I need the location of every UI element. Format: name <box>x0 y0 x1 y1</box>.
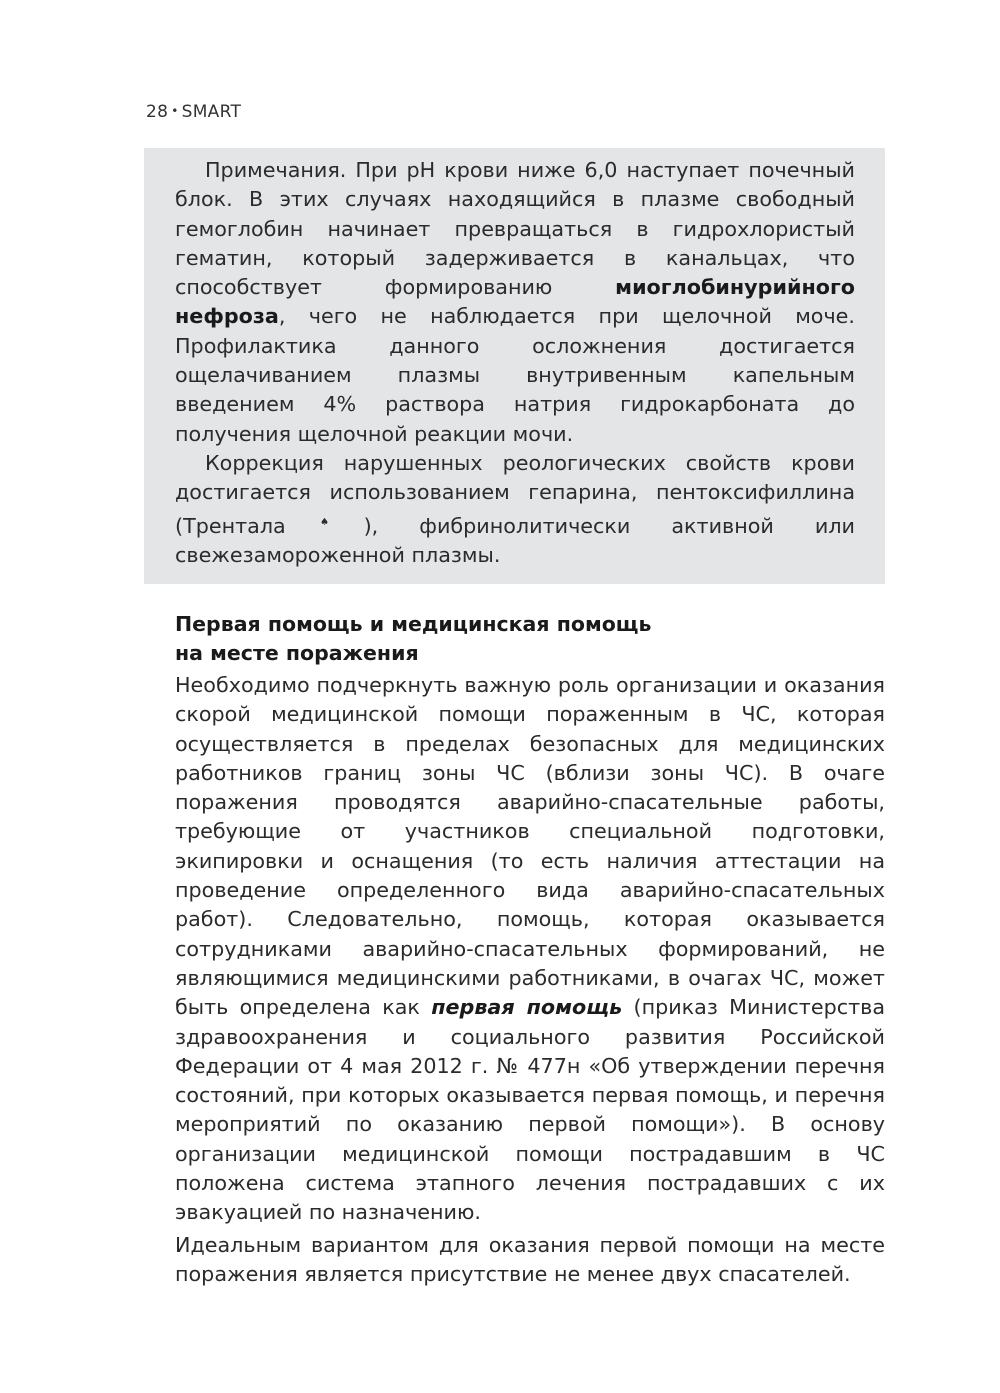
section-p1-emphasis: первая помощь <box>431 995 623 1020</box>
note-p1-bold-term: миоглобинурийного нефроза <box>175 275 855 329</box>
section-p1-text-start: Необходимо подчеркнуть важную роль организации и оказания скорой медицинской помощи пораженным в ЧС, которая осуществляется в пределах безопасных для медицинских работников границ зоны ЧС (вблизи зоны ЧС). В очаге поражения проводятся аварийно-спасательные работы, требующие от участников специальной подготовки, экипировки и оснащения (то есть наличия аттестации на проведение определенного вида аварийно-спасательных работ). Следовательно, помощь, которая оказывается сотрудниками аварийно-спасательных формирований, не являющимися медицинскими работниками, в очагах ЧС, может быть определена как <box>175 673 885 1020</box>
note-p1-text-start: Примечания. При pH крови ниже 6,0 наступает почечный блок. В этих случаях находящийся в плазме свободный гемоглобин начинает превращаться в гидрохлористый гематин, который задерживается в канальцах, что способствует формированию <box>175 158 855 300</box>
note-p2-text-end: ), фибринолитически активной или свежезамороженной плазмы. <box>175 513 855 567</box>
section-title-line-1: Первая помощь и медицинская помощь <box>175 612 652 636</box>
page-header <box>146 102 241 122</box>
section-title-line-2: на месте поражения <box>175 641 419 665</box>
page-number: 28 <box>146 102 169 122</box>
section-paragraph-2: Идеальным вариантом для оказания первой помощи на месте поражения является присутствие не менее двух спасателей. <box>175 1232 885 1286</box>
note-paragraph-1 <box>175 156 855 449</box>
note-p2-text-start: Коррекция нарушенных реологических свойств крови достигается использованием гепарина, пентоксифиллина (Трентала <box>175 450 855 538</box>
section-title <box>175 610 885 668</box>
header-separator: • <box>171 104 179 118</box>
note-p1-text-end: , чего не наблюдается при щелочной моче. Профилактика данного осложнения достигается ощелачиванием плазмы внутривенным капельным введением 4% раствора натрия гидрокарбоната до получения щелочной реакции мочи. <box>175 304 855 446</box>
section-paragraph-1 <box>175 671 885 1228</box>
series-name: SMART <box>181 102 242 122</box>
note-box <box>144 148 885 584</box>
note-paragraph-2 <box>175 449 855 570</box>
trademark-mark: ♠ <box>285 516 364 528</box>
section-first-aid <box>175 610 885 1289</box>
section-p1-text-end: (приказ Министерства здравоохранения и социального развития Российской Федерации от 4 мая 2012 г. № 477н «Об утверждении перечня состояний, при которых оказывается первая помощь, и перечня мероприятий по оказанию первой помощи»). В основу организации медицинской помощи пострадавшим в ЧС положена система этапного лечения пострадавших с их эвакуацией по назначению. <box>175 995 886 1225</box>
